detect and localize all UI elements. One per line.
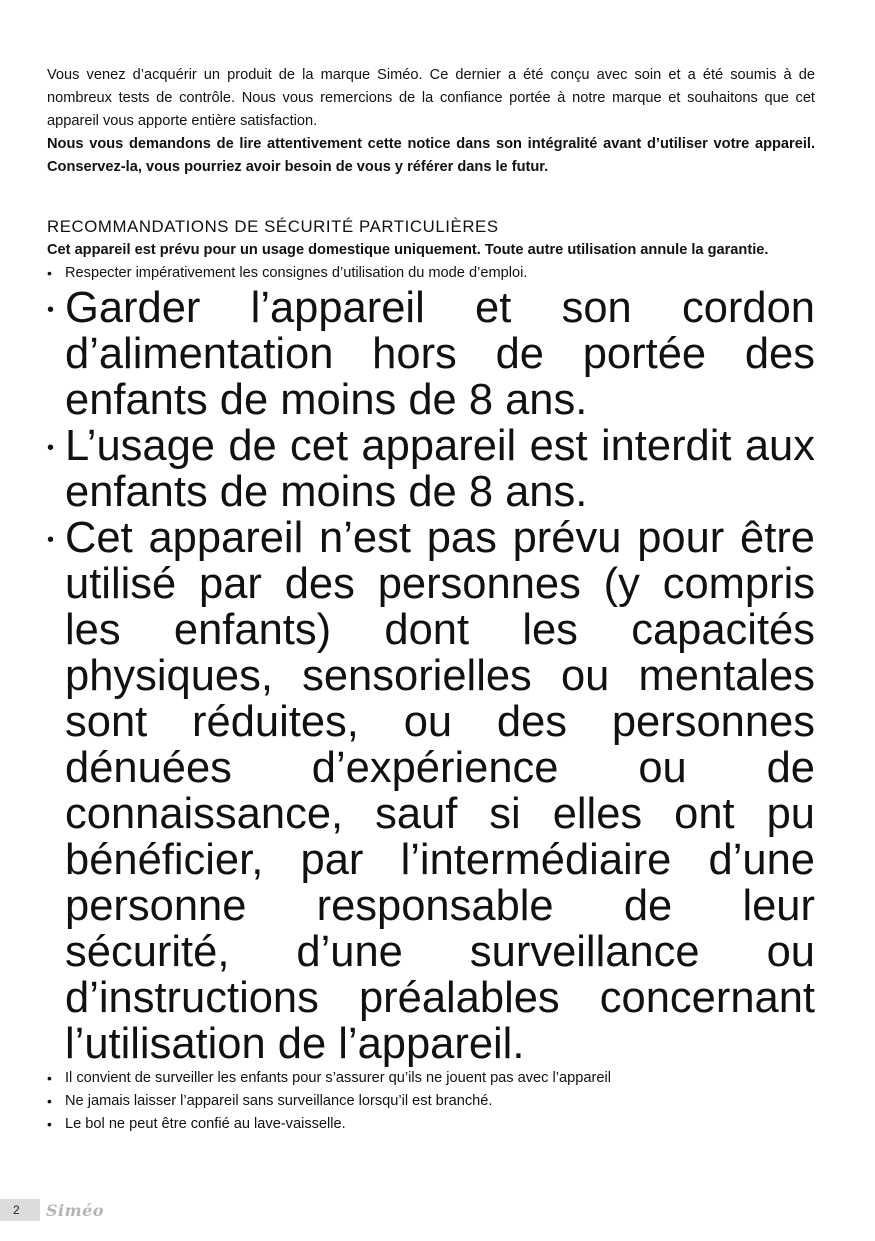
bullet-icon: • bbox=[47, 437, 55, 459]
page-number: 2 bbox=[0, 1199, 40, 1221]
bullet-icon: • bbox=[47, 299, 55, 321]
bullet-list-large bbox=[47, 285, 815, 1067]
bullet-icon: • bbox=[47, 1093, 52, 1109]
bullet-icon: • bbox=[47, 1070, 52, 1086]
list-item: • Le bol ne peut être confié au lave-vaisselle. bbox=[47, 1113, 815, 1136]
bullet-icon: • bbox=[47, 529, 55, 551]
intro-paragraph: Vous venez d’acquérir un produit de la marque Siméo. Ce dernier a été conçu avec soin et a été soumis à de nombreux tests de contrôle. Nous vous remercions de la confiance portée à notre marque et souhaitons que cet appareil vous apporte entière satisfaction. bbox=[47, 67, 815, 129]
list-item: • L’usage de cet appareil est interdit aux enfants de moins de 8 ans. bbox=[47, 422, 815, 516]
bullet-icon: • bbox=[47, 1116, 52, 1132]
list-item: • Cet appareil n’est pas prévu pour être utilisé par des personnes (y compris les enfants) dont les capacités physiques, sensorielles ou mentales sont réduites, ou des personnes dénuées d’expérience ou de connaissance, sauf si elles ont pu bénéficier, par l’intermédiaire d’une personne responsable de leur sécurité, d’une surveillance ou d’instructions préalables concernant l’utilisation de l’appareil. bbox=[47, 514, 815, 1068]
list-item: • Ne jamais laisser l’appareil sans surveillance lorsqu’il est branché. bbox=[47, 1090, 815, 1113]
page-footer bbox=[0, 1199, 104, 1221]
intro-block bbox=[47, 64, 815, 179]
bullet-list-bottom bbox=[47, 1067, 815, 1136]
list-item: • Respecter impérativement les consignes d’utilisation du mode d’emploi. bbox=[47, 262, 815, 285]
section-title: RECOMMANDATIONS DE SÉCURITÉ PARTICULIÈRES bbox=[47, 217, 499, 236]
domestic-use-warning: Cet appareil est prévu pour un usage domestique uniquement. Toute autre utilisation annule la garantie. bbox=[47, 242, 769, 258]
list-item: • Il convient de surveiller les enfants pour s’assurer qu’ils ne jouent pas avec l’appareil bbox=[47, 1067, 815, 1090]
bullet-icon: • bbox=[47, 265, 52, 281]
intro-bold-notice: Nous vous demandons de lire attentivement cette notice dans son intégralité avant d’utiliser votre appareil. Conservez-la, vous pourriez avoir besoin de vous y référer dans le futur. bbox=[47, 136, 815, 175]
document-page bbox=[47, 64, 815, 1136]
brand-logo: Siméo bbox=[46, 1200, 104, 1220]
list-item: • Garder l’appareil et son cordon d’alimentation hors de portée des enfants de moins de 8 ans. bbox=[47, 284, 815, 424]
bullet-list-top bbox=[47, 262, 815, 285]
